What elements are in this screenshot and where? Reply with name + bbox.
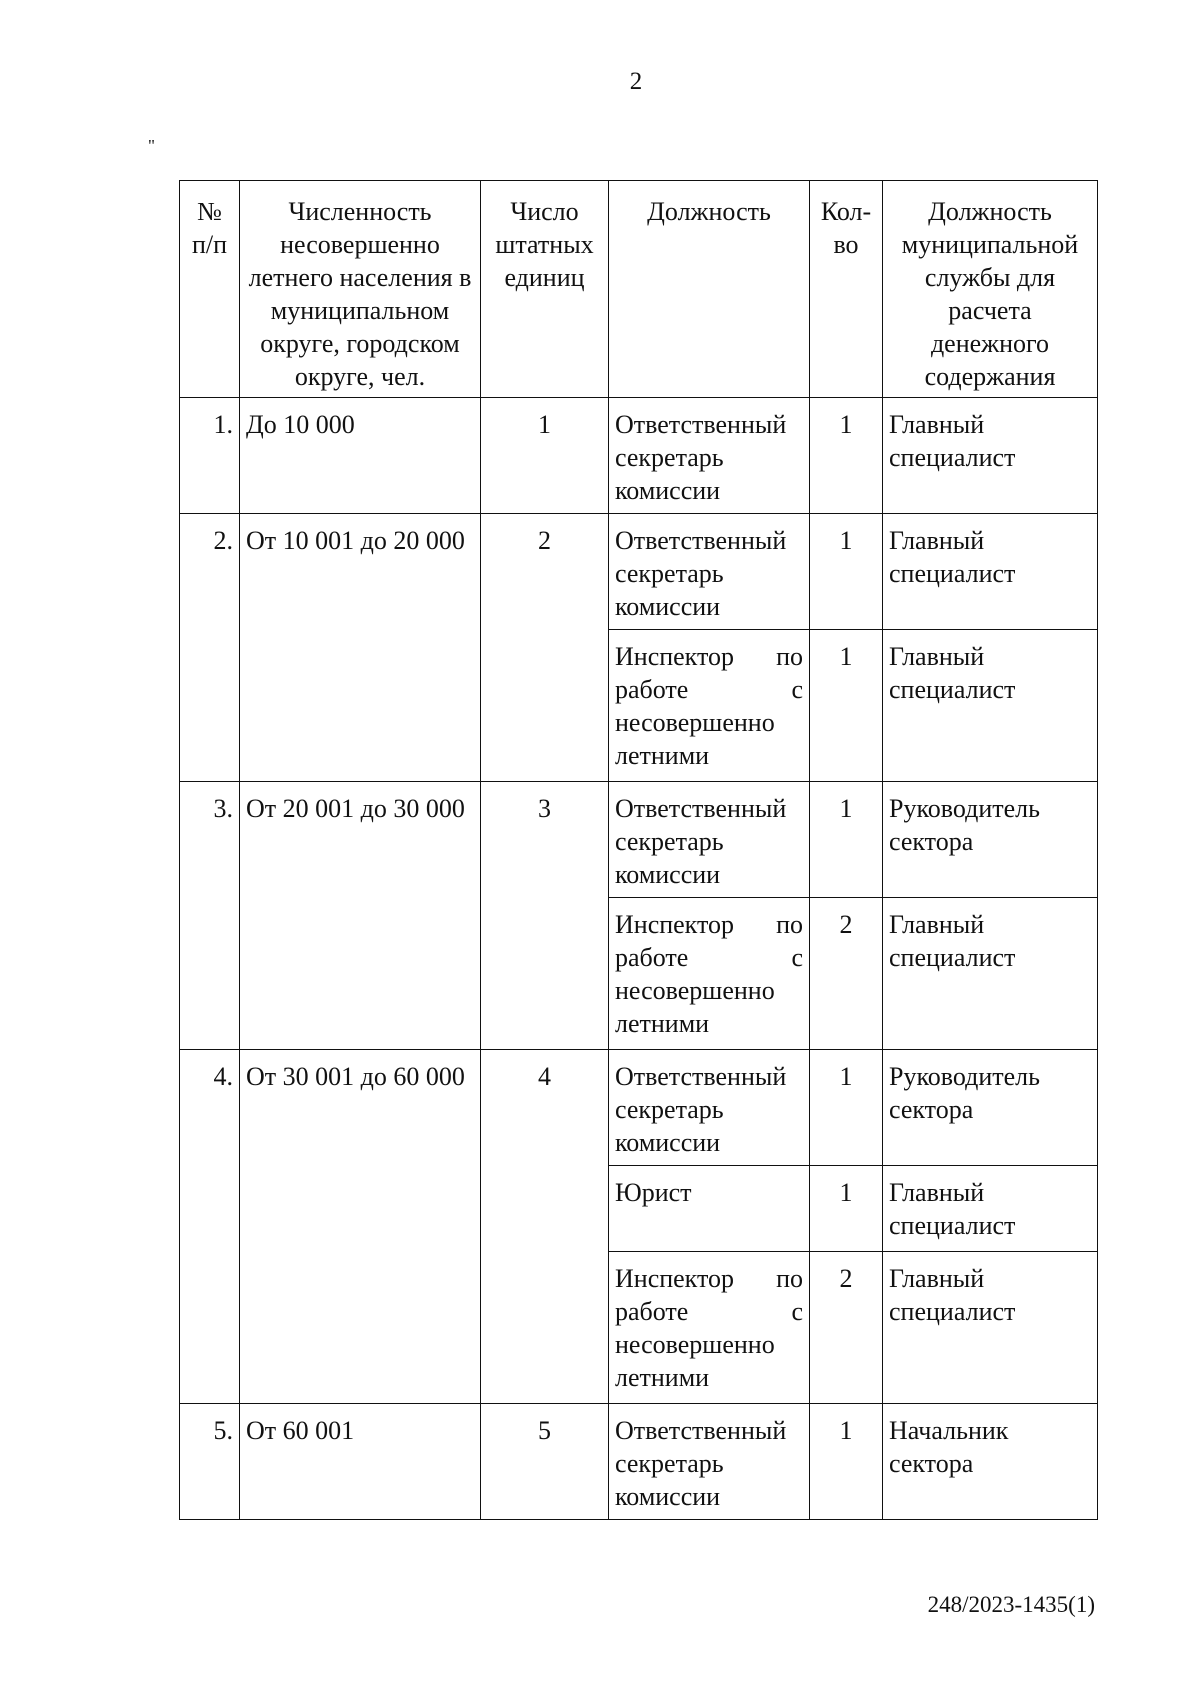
service-grade: Начальник сектора <box>883 1404 1098 1520</box>
table-body <box>180 398 1098 1520</box>
position-quantity: 1 <box>810 514 883 630</box>
table-row <box>180 1404 1098 1520</box>
position-title: Ответственный секретарь комиссии <box>609 514 810 630</box>
staff-units: 3 <box>481 782 609 1050</box>
position-title: Инспектор по работе с несовершенно летними <box>609 630 810 782</box>
service-grade: Главный специалист <box>883 1166 1098 1252</box>
table-row <box>180 782 1098 898</box>
position-quantity: 1 <box>810 1050 883 1166</box>
staff-units: 2 <box>481 514 609 782</box>
row-number: 1. <box>180 398 240 514</box>
row-number: 3. <box>180 782 240 1050</box>
header-staff-units: Число штатных единиц <box>481 181 609 398</box>
table-row <box>180 514 1098 630</box>
service-grade: Главный специалист <box>883 630 1098 782</box>
population-range: До 10 000 <box>240 398 481 514</box>
population-range: От 60 001 <box>240 1404 481 1520</box>
table-row <box>180 1050 1098 1166</box>
document-registration-number: 248/2023-1435(1) <box>927 1592 1095 1617</box>
staff-units: 5 <box>481 1404 609 1520</box>
service-grade: Руководитель сектора <box>883 782 1098 898</box>
position-title: Юрист <box>609 1166 810 1252</box>
position-quantity: 2 <box>810 898 883 1050</box>
population-range: От 20 001 до 30 000 <box>240 782 481 1050</box>
table-row <box>180 398 1098 514</box>
position-title: Ответственный секретарь комиссии <box>609 1050 810 1166</box>
page-number: 2 <box>629 68 643 95</box>
population-range: От 10 001 до 20 000 <box>240 514 481 782</box>
header-position: Должность <box>609 181 810 398</box>
position-quantity: 1 <box>810 1404 883 1520</box>
staff-units: 4 <box>481 1050 609 1404</box>
position-title: Ответственный секретарь комиссии <box>609 782 810 898</box>
position-quantity: 2 <box>810 1252 883 1404</box>
position-title: Инспектор по работе с несовершенно летними <box>609 898 810 1050</box>
position-quantity: 1 <box>810 398 883 514</box>
position-quantity: 1 <box>810 630 883 782</box>
staff-units: 1 <box>481 398 609 514</box>
service-grade: Главный специалист <box>883 398 1098 514</box>
position-title: Ответственный секретарь комиссии <box>609 1404 810 1520</box>
header-quantity: Кол-во <box>810 181 883 398</box>
table-header-row <box>180 181 1098 398</box>
population-range: От 30 001 до 60 000 <box>240 1050 481 1404</box>
header-municipal-service-grade: Должность муниципальной службы для расчета денежного содержания <box>883 181 1098 398</box>
service-grade: Главный специалист <box>883 1252 1098 1404</box>
header-population: Численность несовершенно летнего населения в муниципальном округе, городском округе, чел. <box>240 181 481 398</box>
position-title: Ответственный секретарь комиссии <box>609 398 810 514</box>
position-quantity: 1 <box>810 1166 883 1252</box>
staffing-table <box>179 180 1098 1520</box>
header-number: № п/п <box>180 181 240 398</box>
service-grade: Главный специалист <box>883 514 1098 630</box>
row-number: 2. <box>180 514 240 782</box>
service-grade: Главный специалист <box>883 898 1098 1050</box>
row-number: 4. <box>180 1050 240 1404</box>
opening-quote-mark: " <box>148 136 155 155</box>
service-grade: Руководитель сектора <box>883 1050 1098 1166</box>
position-quantity: 1 <box>810 782 883 898</box>
row-number: 5. <box>180 1404 240 1520</box>
position-title: Инспектор по работе с несовершенно летними <box>609 1252 810 1404</box>
